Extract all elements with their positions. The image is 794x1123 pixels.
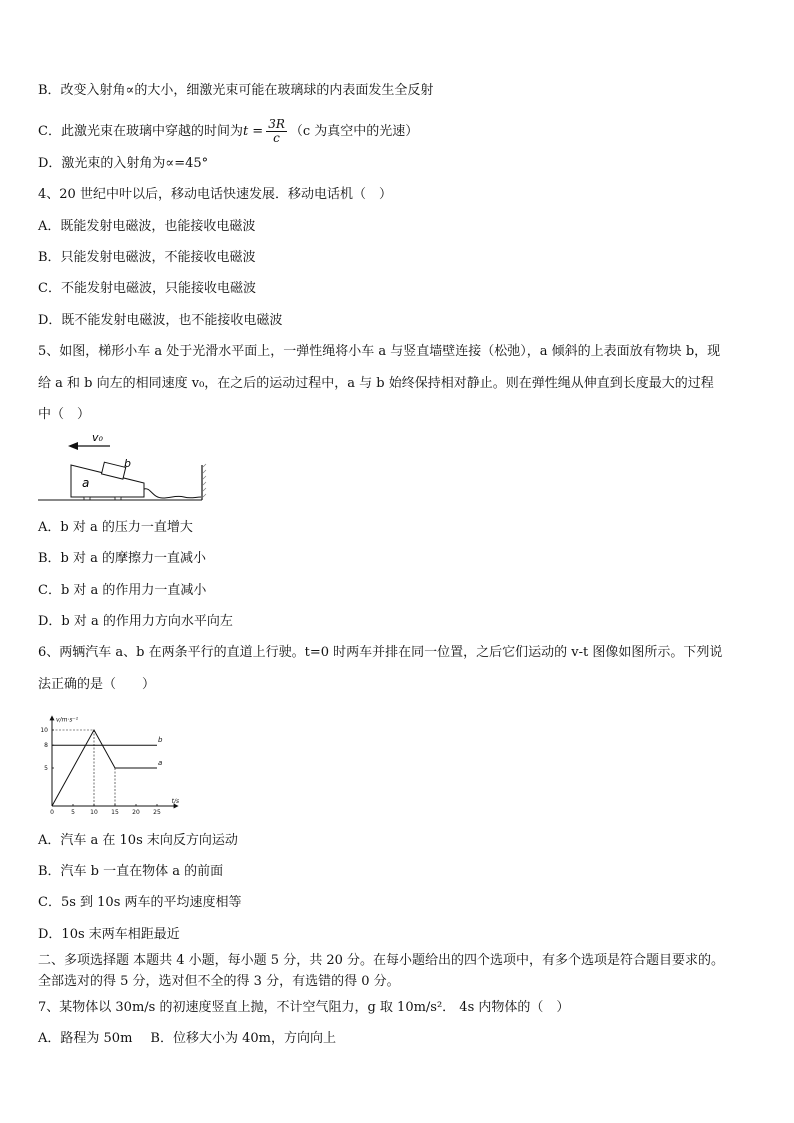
block-b-label: b bbox=[124, 457, 131, 470]
y-axis-arrowhead bbox=[50, 715, 55, 720]
q7-stem: 7、某物体以 30m/s 的初速度竖直上抛，不计空气阻力，g 取 10m/s²． 4s 内物体的（ ） bbox=[38, 1000, 570, 1015]
x-tick-label: 25 bbox=[153, 809, 161, 816]
y-tick-label: 10 bbox=[40, 727, 48, 734]
q4-option-d: D．既不能发射电磁波，也不能接收电磁波 bbox=[38, 313, 283, 328]
y-tick-label: 5 bbox=[44, 765, 48, 772]
q6-stem-line2: 法正确的是（ ） bbox=[38, 677, 156, 692]
x-tick-label: 5 bbox=[71, 809, 75, 816]
q3-fraction-num: 3R bbox=[268, 117, 285, 131]
q6-option-b: B．汽车 b 一直在物体 a 的前面 bbox=[38, 864, 224, 879]
q3-fraction bbox=[266, 118, 287, 145]
velocity-arrowhead bbox=[68, 442, 78, 450]
q5-option-d: D．b 对 a 的作用力方向水平向左 bbox=[38, 614, 233, 629]
y-axis-label: v/m·s⁻¹ bbox=[56, 716, 79, 724]
q5-stem-line1: 5、如图，梯形小车 a 处于光滑水平面上，一弹性绳将小车 a 与竖直墙壁连接（松弛），a 倾斜的上表面放有物块 b，现 bbox=[38, 344, 721, 359]
q3-option-c-text: C．此激光束在玻璃中穿越的时间为 bbox=[38, 124, 243, 139]
section2-heading-line1: 二、多项选择题 本题共 4 小题，每小题 5 分，共 20 分。在每小题给出的四个选项中，有多个选项是符合题目要求的。 bbox=[38, 953, 725, 968]
q5-option-a: A．b 对 a 的压力一直增大 bbox=[38, 520, 193, 535]
q4-option-b: B．只能发射电磁波，不能接收电磁波 bbox=[38, 250, 256, 265]
y-tick-label: 8 bbox=[44, 742, 48, 750]
series-label-a: a bbox=[158, 759, 163, 767]
x-tick-label: 15 bbox=[111, 809, 119, 816]
q6-stem-line1: 6、两辆汽车 a、b 在两条平行的直道上行驶。t=0 时两车并排在同一位置，之后它们运动的 v-t 图像如图所示。下列说 bbox=[38, 645, 723, 660]
q4-option-c: C．不能发射电磁波，只能接收电磁波 bbox=[38, 281, 256, 296]
x-axis-label: t/s bbox=[171, 798, 180, 805]
q6-option-d: D．10s 末两车相距最近 bbox=[38, 927, 180, 942]
x-tick-label: 10 bbox=[90, 809, 98, 816]
q5-option-c: C．b 对 a 的作用力一直减小 bbox=[38, 583, 207, 598]
wall-hatching bbox=[203, 464, 206, 497]
q3-option-d: D．激光束的入射角为∝=45° bbox=[38, 156, 209, 171]
series-line-a bbox=[52, 730, 157, 806]
trolley-a-label: a bbox=[82, 476, 90, 490]
q5-option-b: B．b 对 a 的摩擦力一直减小 bbox=[38, 551, 207, 566]
q6-option-c: C．5s 到 10s 两车的平均速度相等 bbox=[38, 895, 242, 910]
q7-option-b: B．位移大小为 40m，方向向上 bbox=[150, 1031, 336, 1046]
vt-chart bbox=[30, 700, 200, 820]
velocity-label: v₀ bbox=[92, 431, 103, 444]
series-label-b: b bbox=[158, 736, 163, 745]
q4-option-a: A．既能发射电磁波，也能接收电磁波 bbox=[38, 219, 256, 234]
q3-option-c bbox=[38, 118, 418, 145]
elastic-rope bbox=[144, 489, 201, 498]
q5-stem-line3: 中（ ） bbox=[38, 407, 91, 422]
q3-formula-t: t = bbox=[242, 124, 264, 139]
x-tick-label: 0 bbox=[50, 809, 54, 816]
q5-stem-line2: 给 a 和 b 向左的相同速度 v₀，在之后的运动过程中，a 与 b 始终保持相对静止。则在弹性绳从伸直到长度最大的过程 bbox=[38, 376, 714, 391]
q3-fraction-den: c bbox=[273, 131, 280, 145]
q6-option-a: A．汽车 a 在 10s 末向反方向运动 bbox=[38, 833, 238, 848]
q7-option-a: A．路程为 50m bbox=[38, 1031, 133, 1046]
x-tick-label: 20 bbox=[132, 809, 140, 816]
q3-option-b: B．改变入射角∝的大小，细激光束可能在玻璃球的内表面发生全反射 bbox=[38, 83, 434, 98]
q3-option-c-note: （c 为真空中的光速） bbox=[289, 124, 419, 139]
q5-figure bbox=[38, 427, 208, 509]
q4-stem: 4、20 世纪中叶以后，移动电话快速发展．移动电话机（ ） bbox=[38, 187, 392, 202]
section2-heading-line2: 全部选对的得 5 分，选对但不全的得 3 分，有选错的得 0 分。 bbox=[38, 974, 400, 989]
q7-options bbox=[38, 1031, 336, 1047]
